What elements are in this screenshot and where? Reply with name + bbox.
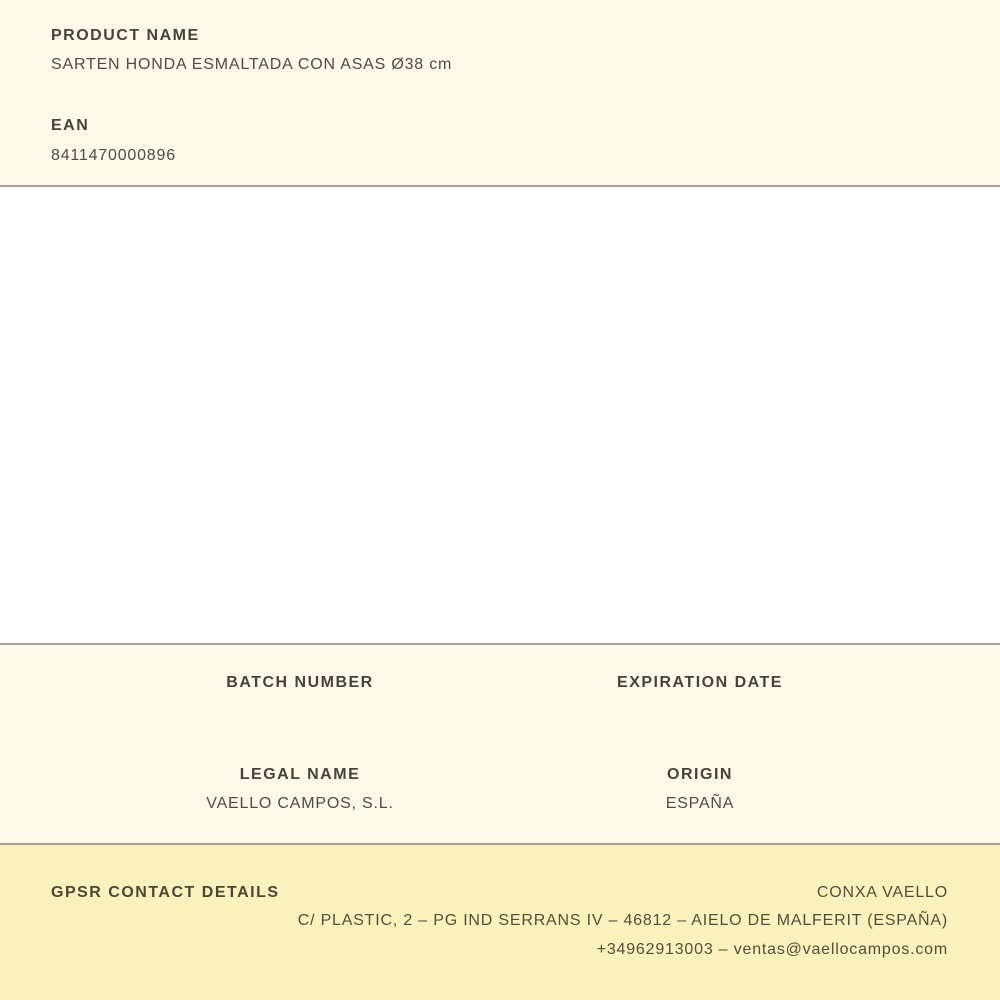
details-section bbox=[0, 645, 1000, 843]
ean-value: 8411470000896 bbox=[51, 147, 176, 164]
origin-field bbox=[500, 765, 900, 813]
gpsr-contact-phone-email: +34962913003 – ventas@vaellocampos.com bbox=[596, 941, 948, 958]
gpsr-contact-section bbox=[0, 845, 1000, 1000]
gpsr-contact-address: C/ PLASTIC, 2 – PG IND SERRANS IV – 46812 – AIELO DE MALFERIT (ESPAÑA) bbox=[297, 912, 948, 929]
ean-label: EAN bbox=[51, 117, 90, 134]
origin-value: ESPAÑA bbox=[665, 795, 735, 812]
expiration-date-label: EXPIRATION DATE bbox=[617, 674, 783, 691]
origin-label: ORIGIN bbox=[667, 766, 733, 783]
legal-name-field bbox=[100, 765, 500, 813]
gpsr-contact-row bbox=[51, 883, 948, 902]
batch-number-value bbox=[100, 702, 500, 721]
details-grid bbox=[100, 673, 900, 813]
gpsr-contact-label: GPSR CONTACT DETAILS bbox=[51, 884, 280, 901]
legal-name-label: LEGAL NAME bbox=[239, 766, 361, 783]
batch-number-label: BATCH NUMBER bbox=[226, 674, 374, 691]
gpsr-contact-name: CONXA VAELLO bbox=[816, 884, 948, 901]
legal-name-value: VAELLO CAMPOS, S.L. bbox=[206, 795, 394, 812]
expiration-date-value bbox=[500, 702, 900, 721]
batch-number-field bbox=[100, 673, 500, 721]
product-name-value: SARTEN HONDA ESMALTADA CON ASAS Ø38 cm bbox=[51, 56, 453, 73]
blank-content-area bbox=[0, 187, 1000, 643]
product-name-label: PRODUCT NAME bbox=[51, 27, 200, 44]
expiration-date-field bbox=[500, 673, 900, 721]
product-header-section bbox=[0, 0, 1000, 185]
